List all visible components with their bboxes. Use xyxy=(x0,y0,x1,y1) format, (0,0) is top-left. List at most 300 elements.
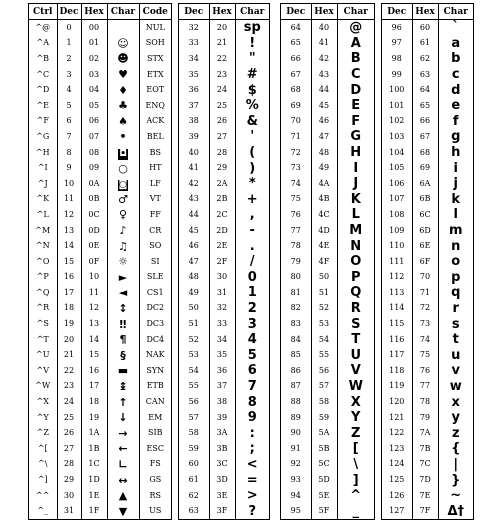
dec-cell: 100 xyxy=(382,82,412,98)
table-row xyxy=(179,347,269,363)
hex-cell: 72 xyxy=(412,301,438,317)
code-cell: STX xyxy=(146,53,164,63)
char-cell: B xyxy=(350,51,361,67)
char-cell: > xyxy=(246,488,258,504)
code-cell: BEL xyxy=(146,131,164,141)
table-row xyxy=(382,238,473,254)
hex-cell: 3C xyxy=(209,457,235,473)
dec-cell: 52 xyxy=(179,332,209,348)
hex-cell: 13 xyxy=(81,316,107,332)
dec-cell: 1 xyxy=(57,36,81,52)
dec-cell: 97 xyxy=(382,36,412,52)
hex-cell: 39 xyxy=(209,410,235,426)
hex-cell: 62 xyxy=(412,51,438,67)
dec-cell: 119 xyxy=(382,379,412,395)
hex-cell: 2E xyxy=(209,238,235,254)
char-cell: H xyxy=(350,145,362,161)
hex-cell: 6E xyxy=(412,238,438,254)
hex-cell: 25 xyxy=(209,98,235,114)
table-row xyxy=(179,192,269,208)
hex-cell: 71 xyxy=(412,285,438,301)
char-cell: b xyxy=(451,51,461,67)
dec-cell: 67 xyxy=(281,67,311,83)
dec-cell: 112 xyxy=(382,270,412,286)
dec-cell: 28 xyxy=(57,457,81,473)
ctrl-cell: ^_ xyxy=(29,503,57,519)
hex-cell: 28 xyxy=(209,145,235,161)
char-cell: 6 xyxy=(247,363,257,379)
char-cell: 3 xyxy=(247,316,257,332)
table-row xyxy=(29,145,171,161)
table-row xyxy=(179,67,269,83)
hex-cell: 4E xyxy=(311,238,337,254)
table-row xyxy=(281,176,374,192)
table-row xyxy=(382,98,473,114)
table-row xyxy=(382,285,473,301)
table-row xyxy=(382,472,473,488)
char-cell: W xyxy=(348,378,363,394)
ctrl-cell: ^I xyxy=(29,160,57,176)
char-cell: i xyxy=(453,160,458,176)
hex-cell: 16 xyxy=(81,363,107,379)
dec-cell: 123 xyxy=(382,441,412,457)
table-row xyxy=(179,223,269,239)
char-cell: N xyxy=(350,238,362,254)
ascii-block-symbols xyxy=(178,3,270,520)
dec-cell: 90 xyxy=(281,425,311,441)
table-row xyxy=(29,270,171,286)
dec-cell: 12 xyxy=(57,207,81,223)
hex-cell: 1B xyxy=(81,441,107,457)
table-row xyxy=(281,36,374,52)
code-cell: SO xyxy=(149,241,162,251)
hex-cell: 1D xyxy=(81,472,107,488)
char-cell: L xyxy=(351,207,360,223)
char-cell: e xyxy=(451,98,461,114)
table-row xyxy=(29,441,171,457)
table-row xyxy=(29,20,171,36)
hex-cell: 05 xyxy=(81,98,107,114)
hex-cell: 08 xyxy=(81,145,107,161)
hex-cell: 73 xyxy=(412,316,438,332)
hex-cell: 12 xyxy=(81,301,107,317)
table-row xyxy=(179,238,269,254)
dec-cell: 2 xyxy=(57,51,81,67)
hex-cell: 4D xyxy=(311,223,337,239)
table-row xyxy=(179,332,269,348)
char-cell: ! xyxy=(249,35,256,51)
hex-cell: 78 xyxy=(412,394,438,410)
table-row xyxy=(281,347,374,363)
hex-cell: 38 xyxy=(209,394,235,410)
char-cell: ( xyxy=(249,145,256,161)
char-cell: ) xyxy=(249,160,256,176)
col-header-char: Char xyxy=(438,4,473,20)
dec-cell: 0 xyxy=(57,20,81,36)
table-row xyxy=(29,192,171,208)
char-cell: : xyxy=(249,425,255,441)
dec-cell: 116 xyxy=(382,332,412,348)
hex-cell: 57 xyxy=(311,379,337,395)
hex-cell: 48 xyxy=(311,145,337,161)
dec-cell: 32 xyxy=(179,20,209,36)
dec-cell: 55 xyxy=(179,379,209,395)
hex-cell: 3E xyxy=(209,488,235,504)
hex-cell: 23 xyxy=(209,67,235,83)
col-header-hex: Hex xyxy=(81,4,107,20)
dec-cell: 106 xyxy=(382,176,412,192)
hex-cell: 04 xyxy=(81,82,107,98)
dec-cell: 86 xyxy=(281,363,311,379)
hex-cell: 31 xyxy=(209,285,235,301)
char-cell: A xyxy=(350,35,361,51)
hex-cell: 27 xyxy=(209,129,235,145)
table-row xyxy=(281,488,374,504)
hex-cell: 1A xyxy=(81,425,107,441)
char-cell: . xyxy=(249,238,255,254)
hex-cell: 65 xyxy=(412,98,438,114)
dec-cell: 62 xyxy=(179,488,209,504)
char-cell: 5 xyxy=(247,347,257,363)
char-cell: G xyxy=(350,129,362,145)
char-cell: Y xyxy=(351,410,361,426)
table-row xyxy=(179,82,269,98)
hex-cell: 2D xyxy=(209,223,235,239)
hex-cell: 74 xyxy=(412,332,438,348)
dec-cell: 39 xyxy=(179,129,209,145)
hex-cell: 45 xyxy=(311,98,337,114)
hex-cell: 0D xyxy=(81,223,107,239)
dec-cell: 91 xyxy=(281,441,311,457)
char-cell: h xyxy=(451,145,461,161)
char-cell: S xyxy=(351,316,361,332)
hex-cell: 33 xyxy=(209,316,235,332)
dec-cell: 98 xyxy=(382,51,412,67)
char-cell: ∟ xyxy=(107,457,139,473)
hex-cell: 21 xyxy=(209,36,235,52)
table-row xyxy=(281,285,374,301)
code-cell: CR xyxy=(149,225,162,235)
table-row xyxy=(29,316,171,332)
char-cell: ♪ xyxy=(107,223,139,239)
char-cell: % xyxy=(245,98,259,114)
ctrl-cell: ^N xyxy=(29,238,57,254)
table-row xyxy=(179,98,269,114)
table-row xyxy=(179,488,269,504)
dec-cell: 93 xyxy=(281,472,311,488)
dec-cell: 58 xyxy=(179,425,209,441)
ctrl-cell: ^E xyxy=(29,98,57,114)
col-header-char: Char xyxy=(107,4,139,20)
char-cell: 2 xyxy=(247,300,257,316)
char-cell: P xyxy=(350,269,361,285)
col-header-ctrl: Ctrl xyxy=(29,4,57,20)
table-row xyxy=(382,145,473,161)
ctrl-cell: ^H xyxy=(29,145,57,161)
char-cell: D xyxy=(350,82,362,98)
hex-cell: 5D xyxy=(311,472,337,488)
char-cell: ] xyxy=(352,472,359,488)
table-row xyxy=(382,36,473,52)
table-row xyxy=(179,379,269,395)
hex-cell: 11 xyxy=(81,285,107,301)
hex-cell: 17 xyxy=(81,379,107,395)
dec-cell: 26 xyxy=(57,425,81,441)
table-row xyxy=(179,129,269,145)
char-cell: , xyxy=(249,207,255,223)
hex-cell: 03 xyxy=(81,67,107,83)
table-row xyxy=(29,457,171,473)
dec-cell: 47 xyxy=(179,254,209,270)
ascii-block-control xyxy=(28,3,172,520)
hex-cell: 7D xyxy=(412,472,438,488)
table-row xyxy=(382,301,473,317)
hex-cell: 22 xyxy=(209,51,235,67)
dec-cell: 92 xyxy=(281,457,311,473)
table-row xyxy=(29,332,171,348)
char-cell: v xyxy=(451,363,460,379)
ascii-block-lowercase xyxy=(381,3,474,520)
dec-cell: 120 xyxy=(382,394,412,410)
hex-cell: 4C xyxy=(311,207,337,223)
char-cell: + xyxy=(246,191,258,207)
char-cell: { xyxy=(451,441,461,457)
dec-cell: 125 xyxy=(382,472,412,488)
table-row xyxy=(179,51,269,67)
ctrl-cell: ^M xyxy=(29,223,57,239)
code-cell: EOT xyxy=(146,85,165,95)
dec-cell: 9 xyxy=(57,160,81,176)
table-row xyxy=(382,441,473,457)
dec-cell: 18 xyxy=(57,301,81,317)
dec-cell: 113 xyxy=(382,285,412,301)
hex-cell: 40 xyxy=(311,20,337,36)
ctrl-cell: ^B xyxy=(29,51,57,67)
code-cell: GS xyxy=(149,475,162,485)
hex-cell: 0F xyxy=(81,254,107,270)
hex-cell: 6D xyxy=(412,223,438,239)
hex-cell: 6C xyxy=(412,207,438,223)
hex-cell: 34 xyxy=(209,332,235,348)
dec-cell: 13 xyxy=(57,223,81,239)
char-cell: ? xyxy=(248,503,257,519)
table-row xyxy=(179,410,269,426)
dec-cell: 8 xyxy=(57,145,81,161)
dec-cell: 88 xyxy=(281,394,311,410)
hex-cell: 2F xyxy=(209,254,235,270)
table-row xyxy=(281,114,374,130)
char-cell: j xyxy=(453,176,458,192)
hex-cell: 43 xyxy=(311,67,337,83)
ascii-block-uppercase xyxy=(280,3,375,520)
table-row xyxy=(382,347,473,363)
col-header-hex: Hex xyxy=(209,4,235,20)
ctrl-cell: ^@ xyxy=(29,20,57,36)
ctrl-cell: ^Y xyxy=(29,410,57,426)
hex-cell: 7C xyxy=(412,457,438,473)
ctrl-cell: ^F xyxy=(29,114,57,130)
char-cell: [ xyxy=(352,441,359,457)
dec-cell: 5 xyxy=(57,98,81,114)
hex-cell: 47 xyxy=(311,129,337,145)
dec-cell: 37 xyxy=(179,98,209,114)
table-row xyxy=(179,176,269,192)
char-cell: I xyxy=(353,160,359,176)
char-cell: ☼ xyxy=(107,254,139,270)
char-cell: ♀ xyxy=(107,207,139,223)
char-cell: 9 xyxy=(247,410,257,426)
dec-cell: 6 xyxy=(57,114,81,130)
table-row xyxy=(281,238,374,254)
hex-cell: 30 xyxy=(209,270,235,286)
char-cell: ♫ xyxy=(107,238,139,254)
hex-cell: 09 xyxy=(81,160,107,176)
char-cell: d xyxy=(451,82,461,98)
hex-cell: 2B xyxy=(209,192,235,208)
char-cell: J xyxy=(353,176,359,192)
col-header-char: Char xyxy=(235,4,269,20)
char-cell: F xyxy=(351,113,361,129)
code-cell: RS xyxy=(149,490,161,500)
char-cell: | xyxy=(453,456,459,472)
char-cell: 7 xyxy=(247,378,257,394)
inverse-glyph: ◙ xyxy=(118,179,128,190)
dec-cell: 121 xyxy=(382,410,412,426)
dec-cell: 44 xyxy=(179,207,209,223)
table-row xyxy=(281,67,374,83)
hex-cell: 00 xyxy=(81,20,107,36)
hex-cell: 52 xyxy=(311,301,337,317)
dec-cell: 53 xyxy=(179,347,209,363)
char-cell: T xyxy=(351,332,361,348)
table-row xyxy=(281,254,374,270)
table-row xyxy=(29,425,171,441)
char-cell: $ xyxy=(247,82,257,98)
hex-cell: 79 xyxy=(412,410,438,426)
char-cell: ¶ xyxy=(107,332,139,348)
char-cell: m xyxy=(448,223,463,239)
dec-cell: 7 xyxy=(57,129,81,145)
char-cell: ☻ xyxy=(107,51,139,67)
dec-cell: 103 xyxy=(382,129,412,145)
dec-cell: 117 xyxy=(382,347,412,363)
char-cell: # xyxy=(246,67,258,83)
code-cell: DC2 xyxy=(146,303,165,313)
hex-cell: 0C xyxy=(81,207,107,223)
ctrl-cell: ^C xyxy=(29,67,57,83)
dec-cell: 84 xyxy=(281,332,311,348)
dec-cell: 95 xyxy=(281,503,311,519)
dec-cell: 122 xyxy=(382,425,412,441)
char-cell: ` xyxy=(452,20,459,36)
dec-cell: 48 xyxy=(179,270,209,286)
code-cell: SI xyxy=(150,256,160,266)
char-cell: ↨ xyxy=(107,379,139,395)
char-cell: * xyxy=(248,176,256,192)
hex-cell: 44 xyxy=(311,82,337,98)
table-row xyxy=(281,192,374,208)
dec-cell: 20 xyxy=(57,332,81,348)
table-row xyxy=(29,379,171,395)
hex-cell: 7A xyxy=(412,425,438,441)
dec-cell: 30 xyxy=(57,488,81,504)
hex-cell: 1C xyxy=(81,457,107,473)
hex-cell: 6A xyxy=(412,176,438,192)
dec-cell: 64 xyxy=(281,20,311,36)
dec-cell: 56 xyxy=(179,394,209,410)
table-row xyxy=(382,160,473,176)
table-row xyxy=(382,82,473,98)
ctrl-cell: ^S xyxy=(29,316,57,332)
dec-cell: 76 xyxy=(281,207,311,223)
char-cell: z xyxy=(451,425,460,441)
code-cell: LF xyxy=(149,178,161,188)
char-cell: k xyxy=(451,191,461,207)
table-row xyxy=(179,20,269,36)
table-row xyxy=(179,207,269,223)
table-row xyxy=(281,316,374,332)
code-cell: NUL xyxy=(145,22,165,32)
char-cell: ~ xyxy=(450,488,462,504)
hex-cell: 3D xyxy=(209,472,235,488)
hex-cell: 4A xyxy=(311,176,337,192)
table-row xyxy=(179,36,269,52)
hex-cell: 70 xyxy=(412,270,438,286)
code-cell: SIB xyxy=(147,428,163,438)
dec-cell: 35 xyxy=(179,67,209,83)
dec-cell: 4 xyxy=(57,82,81,98)
dec-cell: 24 xyxy=(57,394,81,410)
ctrl-cell: ^^ xyxy=(29,488,57,504)
table-row xyxy=(382,254,473,270)
hex-cell: 18 xyxy=(81,394,107,410)
hex-cell: 01 xyxy=(81,36,107,52)
table-row xyxy=(29,394,171,410)
hex-cell: 4F xyxy=(311,254,337,270)
dec-cell: 108 xyxy=(382,207,412,223)
table-row xyxy=(281,82,374,98)
table-row xyxy=(382,67,473,83)
char-cell: t xyxy=(452,332,459,348)
dec-cell: 87 xyxy=(281,379,311,395)
code-cell: NAK xyxy=(145,350,165,360)
hex-cell: 3F xyxy=(209,503,235,519)
col-header-dec: Dec xyxy=(179,4,209,20)
table-row xyxy=(29,347,171,363)
ctrl-cell: ^] xyxy=(29,472,57,488)
char-cell: ' xyxy=(250,129,255,145)
table-row xyxy=(382,20,473,36)
table-row xyxy=(281,503,374,519)
table-row xyxy=(29,363,171,379)
table-row xyxy=(29,223,171,239)
dec-cell: 68 xyxy=(281,82,311,98)
code-cell: SLE xyxy=(146,272,164,282)
table-row xyxy=(29,82,171,98)
code-cell: CS1 xyxy=(146,287,164,297)
table-row xyxy=(281,145,374,161)
table-row xyxy=(29,488,171,504)
char-cell: ○ xyxy=(107,160,139,176)
char-cell: ↔ xyxy=(107,472,139,488)
dec-cell: 73 xyxy=(281,160,311,176)
hex-cell: 5A xyxy=(311,425,337,441)
char-cell: _ xyxy=(352,503,359,519)
dec-cell: 34 xyxy=(179,51,209,67)
hex-cell: 3A xyxy=(209,425,235,441)
char-cell: ♦ xyxy=(107,82,139,98)
char-cell: E xyxy=(351,98,361,114)
